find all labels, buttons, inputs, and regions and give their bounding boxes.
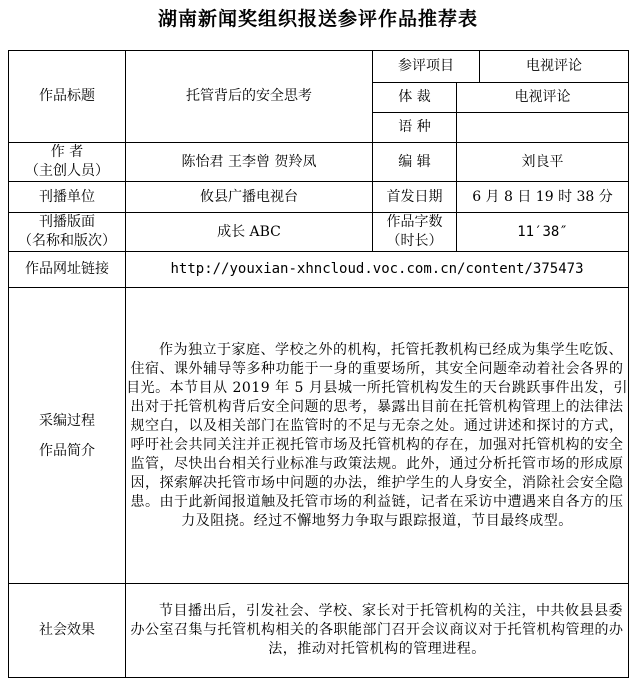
genre-label: 体 裁	[373, 83, 457, 113]
process-intro-paragraph: 作为独立于家庭、学校之外的机构，托管托教机构已经成为集学生吃饭、住宿、课外辅导等多种功能于一身的重要场所，其安全问题牵动着社会各界的目光。本节目从 2019 年 5 月县城一所托管机构发生的天台跳跃事件出发，引出对于托管机构背后安全问题的思考，暴露出目前在托管机构管理上的法律法规空白，以及相关部门在监管时的不足与无奈之处。通过讲述和探讨的方式，呼吁社会共同关注并正视托管市场及托管机构的存在，加强对托管机构的安全监管，尽快出台相关行业标准与政策法规。此外，通过分析托管市场的形成原因，探索解决托管市场中问题的办法，维护学生的人身安全，消除社会安全隐患。由于此新闻报道触及托管市场的利益链，记者在采访中遭遇来自各方的压力及阻挠。经过不懈地努力争取与跟踪报道，节目最终成型。	[126, 341, 628, 529]
row-url	[9, 252, 629, 288]
author-value: 陈怡君 王李曾 贺羚凤	[126, 143, 373, 182]
recommendation-form-table	[8, 50, 629, 678]
publisher-label: 刊播单位	[9, 182, 126, 213]
row-work-title	[9, 51, 629, 83]
word-count-label-line2: （时长）	[386, 233, 443, 249]
language-value	[457, 113, 629, 143]
url-label: 作品网址链接	[9, 252, 126, 288]
page-layout-label-line2: （名称和版次）	[18, 233, 116, 249]
row-author	[9, 143, 629, 182]
entry-category-label: 参评项目	[373, 51, 480, 83]
author-label	[9, 143, 126, 182]
publisher-value: 攸县广播电视台	[126, 182, 373, 213]
entry-category-value: 电视评论	[480, 51, 629, 83]
word-count-value: 11′38″	[457, 213, 629, 252]
social-effect-value	[126, 584, 629, 678]
social-effect-paragraph: 节目播出后，引发社会、学校、家长对于托管机构的关注，中共攸县县委办公室召集与托管机构相关的各职能部门召开会议商议对于托管机构管理的办法，推动对托管机构的管理进程。	[130, 603, 624, 657]
work-title-label: 作品标题	[9, 51, 126, 143]
author-label-line2: （主创人员）	[25, 163, 109, 179]
row-publisher	[9, 182, 629, 213]
work-title-value: 托管背后的安全思考	[126, 51, 373, 143]
word-count-label	[373, 213, 457, 252]
row-social-effect	[9, 584, 629, 678]
page-layout-value: 成长 ABC	[126, 213, 373, 252]
author-label-line1: 作 者	[50, 144, 84, 160]
process-intro-label-line2: 作品简介	[39, 442, 95, 459]
row-page-layout	[9, 213, 629, 252]
social-effect-label: 社会效果	[9, 584, 126, 678]
editor-label: 编 辑	[373, 143, 457, 182]
editor-value: 刘良平	[457, 143, 629, 182]
url-value: http://youxian-xhncloud.voc.com.cn/content/375473	[126, 252, 629, 288]
process-intro-label	[9, 288, 126, 584]
first-air-date-label: 首发日期	[373, 182, 457, 213]
page-layout-label-line1: 刊播版面	[39, 214, 95, 230]
process-intro-label-line1: 采编过程	[39, 412, 95, 429]
document-title: 湖南新闻奖组织报送参评作品推荐表	[157, 8, 478, 30]
genre-value: 电视评论	[457, 83, 629, 113]
word-count-label-line1: 作品字数	[386, 214, 443, 230]
language-label: 语 种	[373, 113, 457, 143]
process-intro-value	[126, 288, 629, 584]
row-process-intro	[9, 288, 629, 584]
first-air-date-value: 6 月 8 日 19 时 38 分	[457, 182, 629, 213]
page-layout-label	[9, 213, 126, 252]
